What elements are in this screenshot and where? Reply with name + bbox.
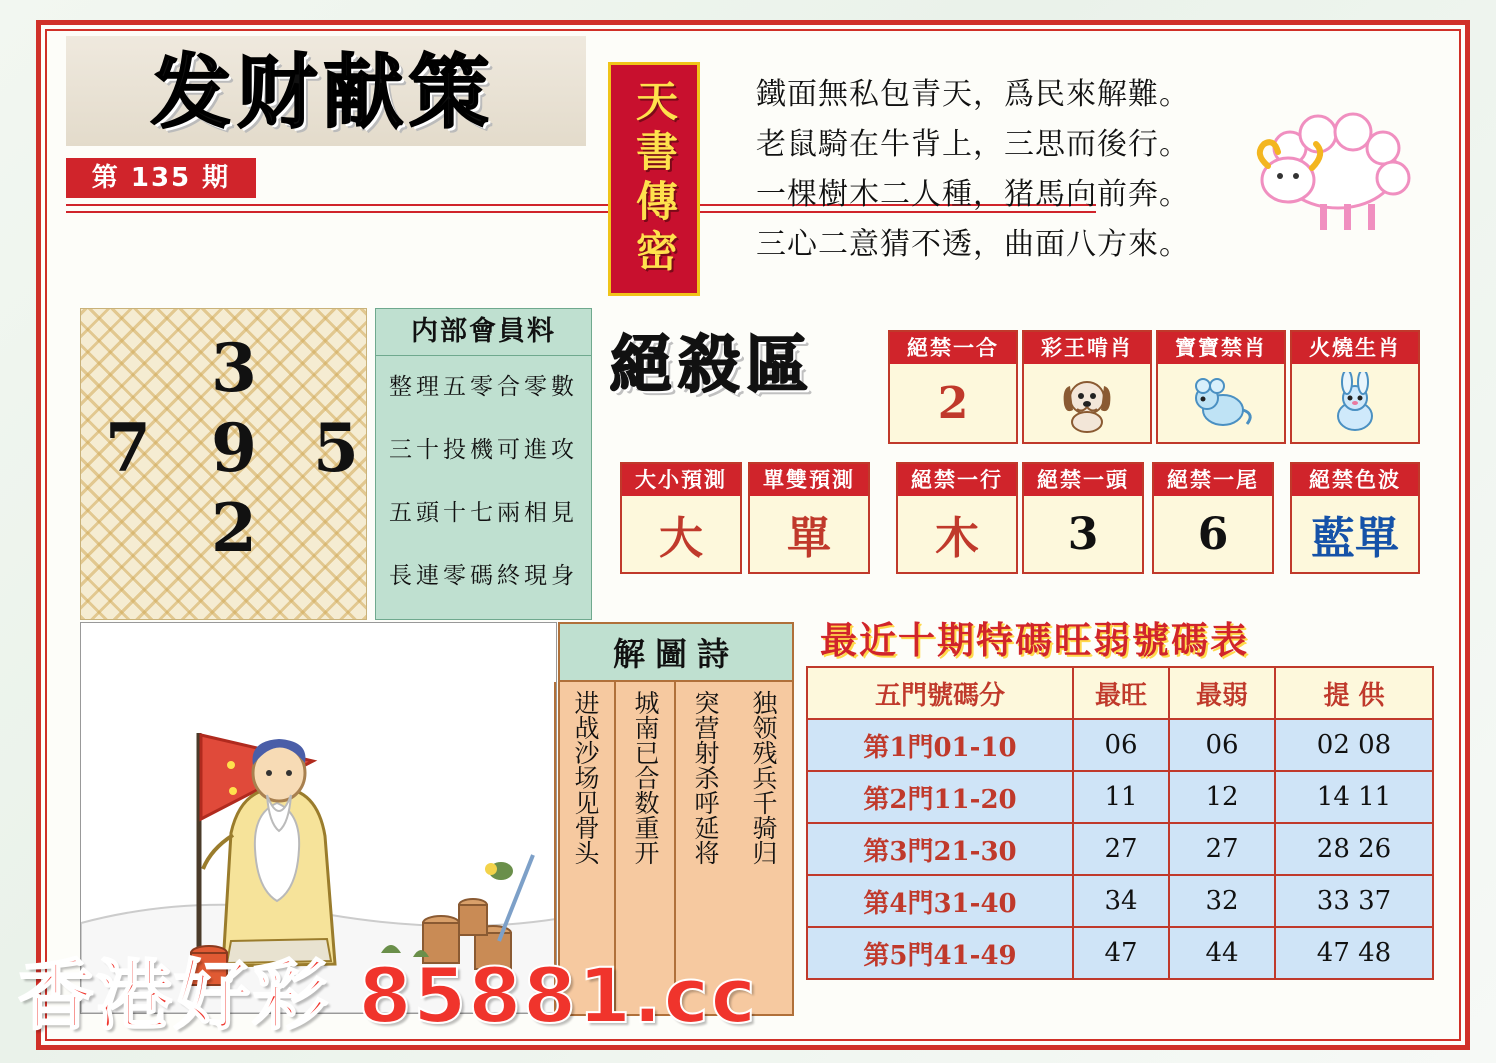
- juesha-cell-header: 寶寶禁肖: [1158, 332, 1284, 364]
- juesha-title: 絕殺區: [610, 328, 815, 401]
- jietushi-title: 解圖詩: [560, 624, 792, 682]
- freq-table-title: 最近十期特碼旺弱號碼表: [820, 619, 1249, 662]
- page-title: 发财献策: [151, 46, 495, 139]
- member-title: 内部會員料: [376, 309, 591, 356]
- juesha-cell: [1156, 330, 1286, 444]
- member-row: 三十投機可進攻: [389, 437, 578, 463]
- member-row: 五頭十七兩相見: [389, 500, 578, 526]
- cell-least: 32: [1169, 875, 1275, 927]
- member-info-box: [375, 308, 592, 620]
- cell-least: 27: [1169, 823, 1275, 875]
- cell-门: 第4門31-40: [807, 875, 1073, 927]
- number-top: 3: [211, 329, 257, 407]
- col-header: 最弱: [1169, 667, 1275, 719]
- cell-offer: 14 11: [1275, 771, 1433, 823]
- poem-block: [756, 70, 1226, 270]
- col-header: 最旺: [1073, 667, 1169, 719]
- cell-least: 44: [1169, 927, 1275, 979]
- number-left: 7: [105, 409, 151, 487]
- tianshu-banner: [608, 62, 700, 296]
- juesha-cell: [1290, 330, 1420, 444]
- juesha-cell-value: 3: [1067, 508, 1099, 560]
- number-right: 5: [313, 409, 359, 487]
- juesha-cell-value: 藍單: [1311, 513, 1399, 564]
- juesha-cell-value: [1158, 364, 1284, 442]
- juesha-cell-header: 大小預測: [622, 464, 740, 496]
- juesha-cell: [1022, 462, 1144, 574]
- cell-门: 第5門41-49: [807, 927, 1073, 979]
- poem-line-4: 三心二意猜不透，曲面八方來。: [756, 227, 1190, 262]
- juesha-cell-value: 單: [787, 513, 831, 564]
- cell-least: 12: [1169, 771, 1275, 823]
- poem-line-3: 一棵樹木二人種，猪馬向前奔。: [756, 177, 1190, 212]
- table-row: [807, 875, 1433, 927]
- juesha-cell: [620, 462, 742, 574]
- cell-least: 06: [1169, 719, 1275, 771]
- member-row: 長連零碼終現身: [389, 563, 578, 589]
- tianshu-label: 天書傳密: [630, 79, 679, 279]
- juesha-cell-value: [1024, 364, 1150, 442]
- juesha-cell-value: 2: [937, 377, 969, 429]
- juesha-cell-header: 絕禁色波: [1292, 464, 1418, 496]
- juesha-cell-header: 絕禁一行: [898, 464, 1016, 496]
- member-row: 整理五零合零數: [389, 374, 578, 400]
- table-row: [807, 719, 1433, 771]
- poem-line-1: 鐵面無私包青天，爲民來解難。: [756, 77, 1190, 112]
- juesha-cell: [896, 462, 1018, 574]
- cell-most: 06: [1073, 719, 1169, 771]
- juesha-cell-header: 絕禁一頭: [1024, 464, 1142, 496]
- poem-line-2: 老鼠騎在牛背上，三思而後行。: [756, 127, 1190, 162]
- cell-门: 第1門01-10: [807, 719, 1073, 771]
- watermark-text: 香港好彩 85881.cc: [18, 951, 758, 1040]
- cell-most: 47: [1073, 927, 1169, 979]
- col-header: 提 供: [1275, 667, 1433, 719]
- jietushi-column: 城南已合数重开: [614, 682, 674, 1014]
- number-center: 9: [211, 409, 257, 487]
- juesha-cell: [1290, 462, 1420, 574]
- table-row: [807, 771, 1433, 823]
- rabbit-icon: [1323, 372, 1387, 434]
- dog-icon: [1055, 372, 1119, 434]
- cell-most: 27: [1073, 823, 1169, 875]
- cell-offer: 33 37: [1275, 875, 1433, 927]
- juesha-cell: [888, 330, 1018, 444]
- juesha-cell-header: 火燒生肖: [1292, 332, 1418, 364]
- lucky-number-grid: [80, 308, 367, 620]
- cell-门: 第2門11-20: [807, 771, 1073, 823]
- jietushi-column: 独领残兵千骑归: [749, 690, 778, 865]
- freq-table: [806, 666, 1434, 980]
- juesha-cell: [1152, 462, 1274, 574]
- jietushi-column: 突营射杀呼延将: [674, 682, 734, 1014]
- table-row: [807, 823, 1433, 875]
- cell-门: 第3門21-30: [807, 823, 1073, 875]
- juesha-cell-header: 絕禁一合: [890, 332, 1016, 364]
- cell-most: 34: [1073, 875, 1169, 927]
- juesha-cell-value: 木: [935, 513, 979, 564]
- col-header: 五門號碼分: [807, 667, 1073, 719]
- issue-badge: 第 135 期: [66, 158, 256, 198]
- juesha-cell: [748, 462, 870, 574]
- rat-icon: [1189, 372, 1253, 434]
- cell-offer: 02 08: [1275, 719, 1433, 771]
- jietushi-column: 进战沙场见骨头: [554, 682, 614, 1014]
- table-header-row: [807, 667, 1433, 719]
- cell-offer: 28 26: [1275, 823, 1433, 875]
- sheep-icon: [1228, 108, 1418, 258]
- juesha-cell-value: 6: [1197, 508, 1229, 560]
- juesha-cell-value: [1292, 364, 1418, 442]
- juesha-cell: [1022, 330, 1152, 444]
- cell-offer: 47 48: [1275, 927, 1433, 979]
- juesha-cell-value: 大: [659, 513, 703, 564]
- number-bottom: 2: [211, 489, 257, 567]
- juesha-cell-header: 單雙預測: [750, 464, 868, 496]
- juesha-cell-header: 彩王啃肖: [1024, 332, 1150, 364]
- juesha-cell-header: 絕禁一尾: [1154, 464, 1272, 496]
- cell-most: 11: [1073, 771, 1169, 823]
